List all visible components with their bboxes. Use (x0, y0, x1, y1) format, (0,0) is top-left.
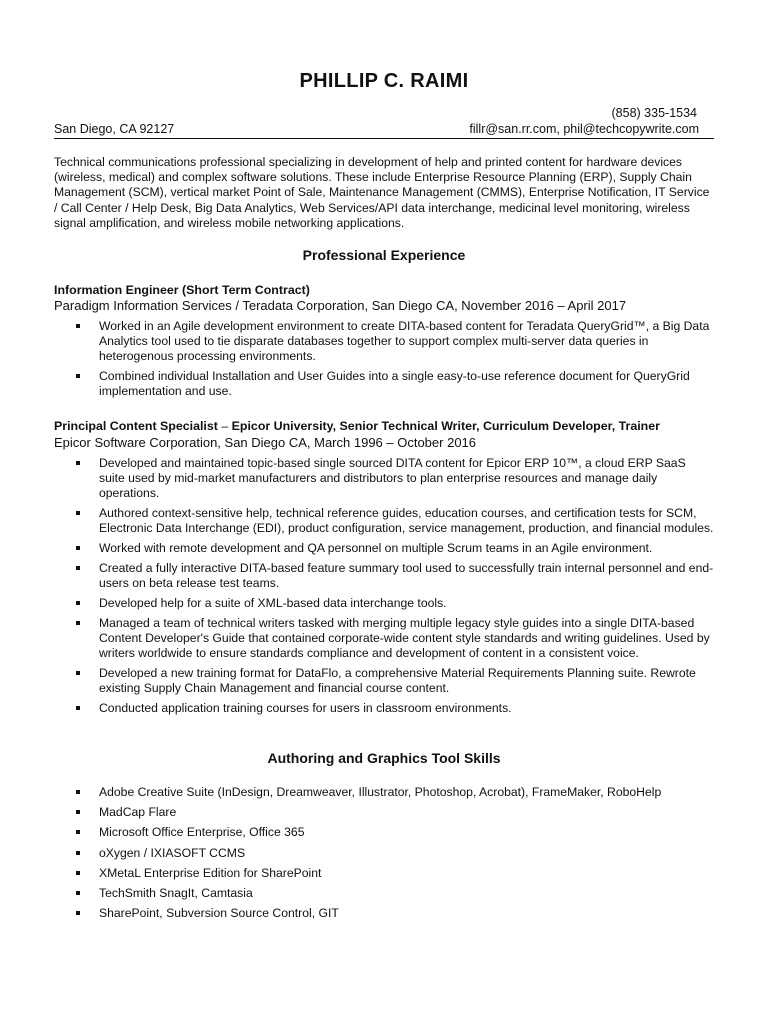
job-2-bullets (74, 456, 714, 721)
bullet-icon (76, 706, 80, 710)
list-item: XMetaL Enterprise Edition for SharePoint (74, 866, 714, 881)
experience-heading: Professional Experience (302, 247, 466, 263)
list-item: MadCap Flare (74, 805, 714, 820)
list-item: oXygen / IXIASOFT CCMS (74, 846, 714, 861)
list-item: TechSmith SnagIt, Camtasia (74, 886, 714, 901)
header-divider (54, 138, 714, 139)
bullet-icon (76, 374, 80, 378)
list-item: Adobe Creative Suite (InDesign, Dreamweaver, Illustrator, Photoshop, Acrobat), FrameMaker, RoboHelp (74, 785, 714, 800)
list-item: Worked with remote development and QA personnel on multiple Scrum teams in an Agile environment. (74, 541, 714, 556)
job-org-1: Paradigm Information Services / Teradata Corporation, San Diego CA, November 2016 – April 2017 (54, 298, 627, 313)
bullet-icon (76, 324, 80, 328)
bullet-icon (76, 546, 80, 550)
bullet-icon (76, 621, 80, 625)
skills-list (74, 785, 714, 926)
list-item: Developed help for a suite of XML-based data interchange tools. (74, 596, 714, 611)
bullet-icon (76, 461, 80, 465)
list-item: SharePoint, Subversion Source Control, GIT (74, 906, 714, 921)
job-title-2: Principal Content Specialist – Epicor University, Senior Technical Writer, Curriculum Developer, Trainer (54, 419, 660, 433)
email-addresses: fillr@san.rr.com, phil@techcopywrite.com (469, 122, 699, 136)
bullet-icon (76, 790, 80, 794)
bullet-icon (76, 566, 80, 570)
phone-number: (858) 335-1534 (611, 106, 697, 120)
list-item: Conducted application training courses for users in classroom environments. (74, 701, 714, 716)
list-item: Developed and maintained topic-based single sourced DITA content for Epicor ERP 10™, a cloud ERP SaaS suite used by mid-market manufacturers and distributors to plan enterprise resources and manage daily operations. (74, 456, 714, 501)
job-title-1: Information Engineer (Short Term Contract) (54, 283, 310, 297)
list-item: Microsoft Office Enterprise, Office 365 (74, 825, 714, 840)
bullet-icon (76, 830, 80, 834)
bullet-icon (76, 671, 80, 675)
list-item: Managed a team of technical writers tasked with merging multiple legacy style guides into a single DITA-based Content Developer's Guide that contained corporate-wide content style standards and writing guidelines. Used by writers worldwide to ensure standards compliance and development of content in a consistent voice. (74, 616, 714, 661)
bullet-icon (76, 911, 80, 915)
skills-heading: Authoring and Graphics Tool Skills (267, 750, 501, 766)
list-item: Developed a new training format for DataFlo, a comprehensive Material Requirements Planning suite. Rewrote existing Supply Chain Management and financial course content. (74, 666, 714, 696)
bullet-icon (76, 601, 80, 605)
list-item: Combined individual Installation and User Guides into a single easy-to-use reference document for QueryGrid implementation and use. (74, 369, 714, 399)
candidate-name: PHILLIP C. RAIMI (299, 70, 469, 92)
bullet-icon (76, 871, 80, 875)
list-item: Created a fully interactive DITA-based feature summary tool used to successfully train internal personnel and end-users on beta release test teams. (74, 561, 714, 591)
summary-paragraph: Technical communications professional specializing in development of help and printed content for hardware devices (wireless, medical) and complex software solutions. These include Enterprise Resource Planning (ERP), Supply Chain Management (SCM), vertical market Point of Sale, Maintenance Management (CMMS), Enterprise Notification, IT Service / Call Center / Help Desk, Big Data Analytics, Web Services/API data interchange, medicinal level monitoring, wireless signal amplification, and wireless mobile networking applications. (54, 155, 710, 230)
job-1-bullets (74, 319, 714, 404)
address: San Diego, CA 92127 (54, 122, 175, 136)
bullet-icon (76, 511, 80, 515)
bullet-icon (76, 891, 80, 895)
bullet-icon (76, 851, 80, 855)
job-org-2: Epicor Software Corporation, San Diego CA, March 1996 – October 2016 (54, 435, 477, 450)
list-item: Worked in an Agile development environment to create DITA-based content for Teradata QueryGrid™, a Big Data Analytics tool used to tie disparate databases together to support complex multi-server data queries in heterogenous processing environments. (74, 319, 714, 364)
list-item: Authored context-sensitive help, technical reference guides, education courses, and certification tests for SCM, Electronic Data Interchange (EDI), product configuration, service management, production, and financial modules. (74, 506, 714, 536)
contact-row (54, 122, 699, 138)
bullet-icon (76, 810, 80, 814)
